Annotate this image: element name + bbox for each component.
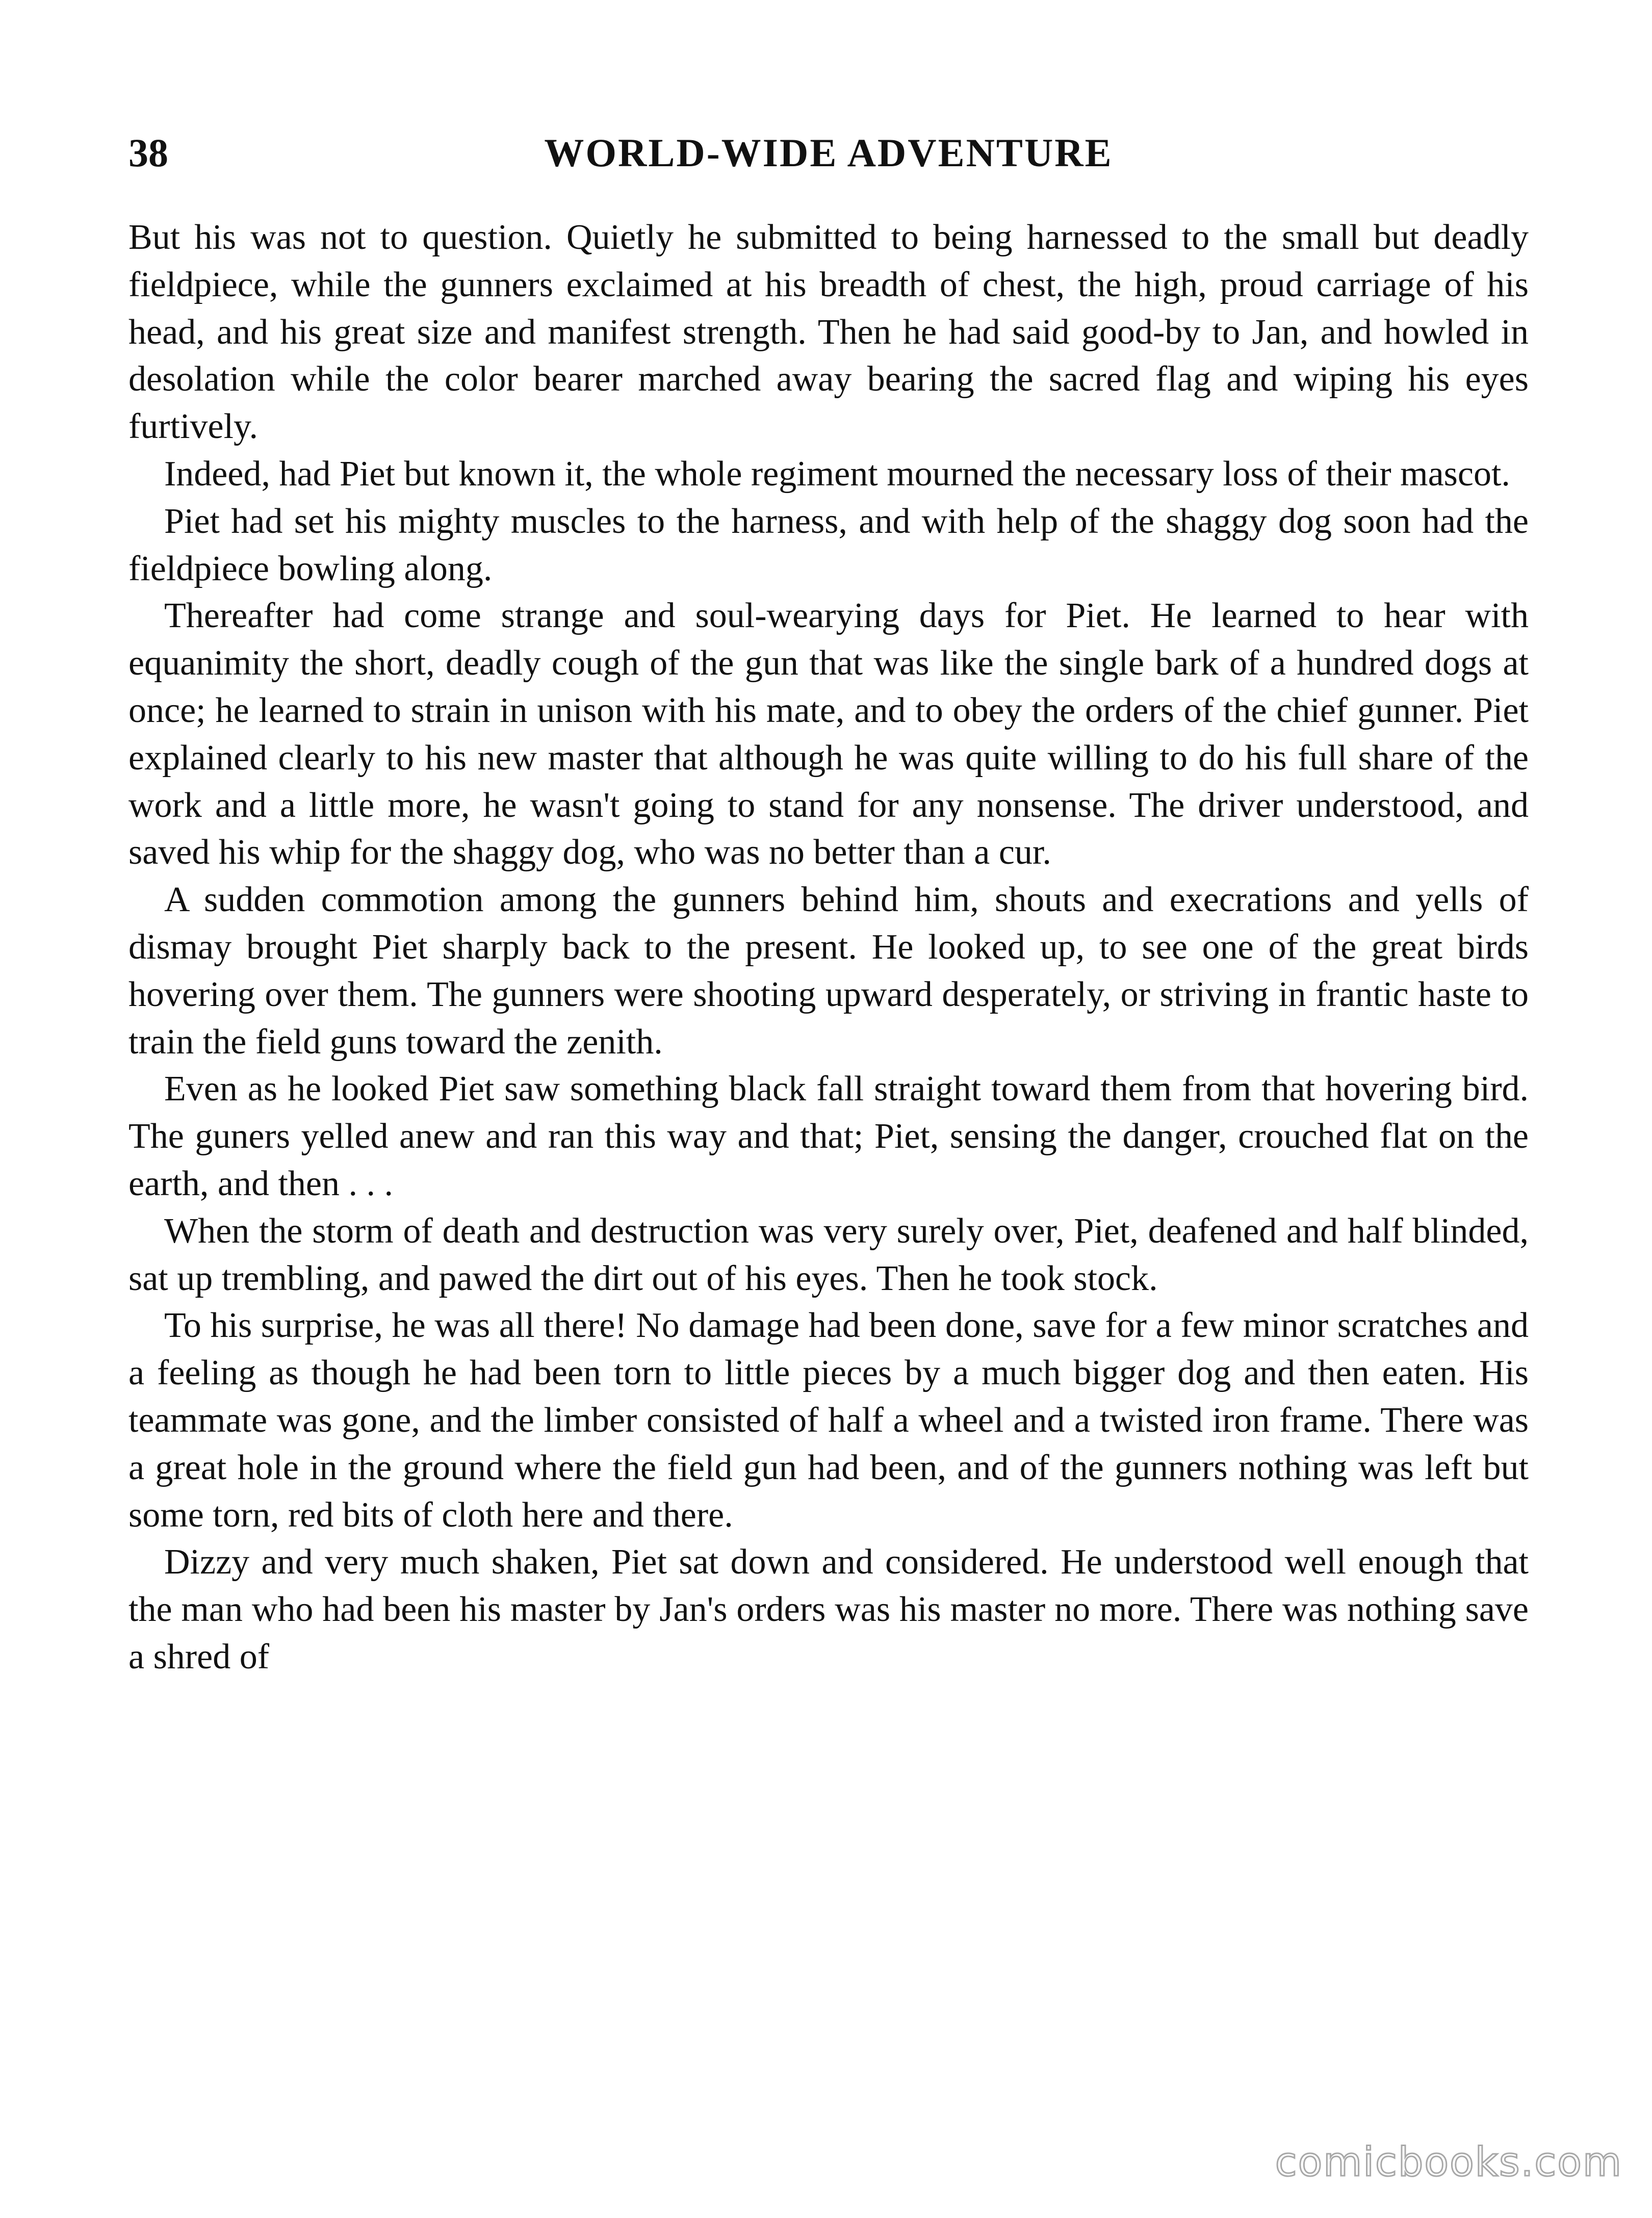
body-text (128, 214, 1529, 1681)
running-title: WORLD-WIDE ADVENTURE (544, 131, 1113, 175)
page-header (128, 122, 1529, 184)
book-page (128, 122, 1529, 1681)
paragraph: But his was not to question. Quietly he submitted to being harnessed to the small but deadly fieldpiece, while the gunners exclaimed at his breadth of chest, the high, proud carriage of his head, and his great size and manifest strength. Then he had said good-by to Jan, and howled in desolation while the color bearer marched away bearing the sacred flag and wiping his eyes furtively. (128, 218, 1529, 447)
paragraph: Dizzy and very much shaken, Piet sat down and considered. He understood well enough that the man who had been his master by Jan's orders was his master no more. There was nothing save a shred of (128, 1542, 1529, 1677)
paragraph: Thereafter had come strange and soul-wearying days for Piet. He learned to hear with equanimity the short, deadly cough of the gun that was like the single bark of a hundred dogs at once; he learned to strain in unison with his mate, and to obey the orders of the chief gunner. Piet explained clearly to his new master that although he was quite willing to do his full share of the work and a little more, he wasn't going to stand for any nonsense. The driver understood, and saved his whip for the shaggy dog, who was no better than a cur. (128, 596, 1529, 872)
paragraph: Indeed, had Piet but known it, the whole regiment mourned the necessary loss of their mascot. (164, 454, 1510, 494)
paragraph: Piet had set his mighty muscles to the harness, and with help of the shaggy dog soon had the fieldpiece bowling along. (128, 501, 1529, 588)
paragraph: A sudden commotion among the gunners behind him, shouts and execrations and yells of dismay brought Piet sharply back to the present. He looked up, to see one of the great birds hovering over them. The gunners were shooting upward desperately, or striving in frantic haste to train the field guns toward the zenith. (128, 880, 1529, 1062)
paragraph: Even as he looked Piet saw something black fall straight toward them from that hovering bird. The guners yelled anew and ran this way and that; Piet, sensing the danger, crouched flat on the earth, and then . . . (128, 1069, 1529, 1203)
paragraph: When the storm of death and destruction was very surely over, Piet, deafened and half blinded, sat up trembling, and pawed the dirt out of his eyes. Then he took stock. (128, 1211, 1529, 1298)
paragraph: To his surprise, he was all there! No damage had been done, save for a few minor scratches and a feeling as though he had been torn to little pieces by a much bigger dog and then eaten. His teammate was gone, and the limber consisted of half a wheel and a twisted iron frame. There was a great hole in the ground where the field gun had been, and of the gunners nothing was left but some torn, red bits of cloth here and there. (128, 1306, 1529, 1535)
watermark: comicbooks.com (1275, 2139, 1622, 2185)
page-number: 38 (128, 131, 168, 175)
